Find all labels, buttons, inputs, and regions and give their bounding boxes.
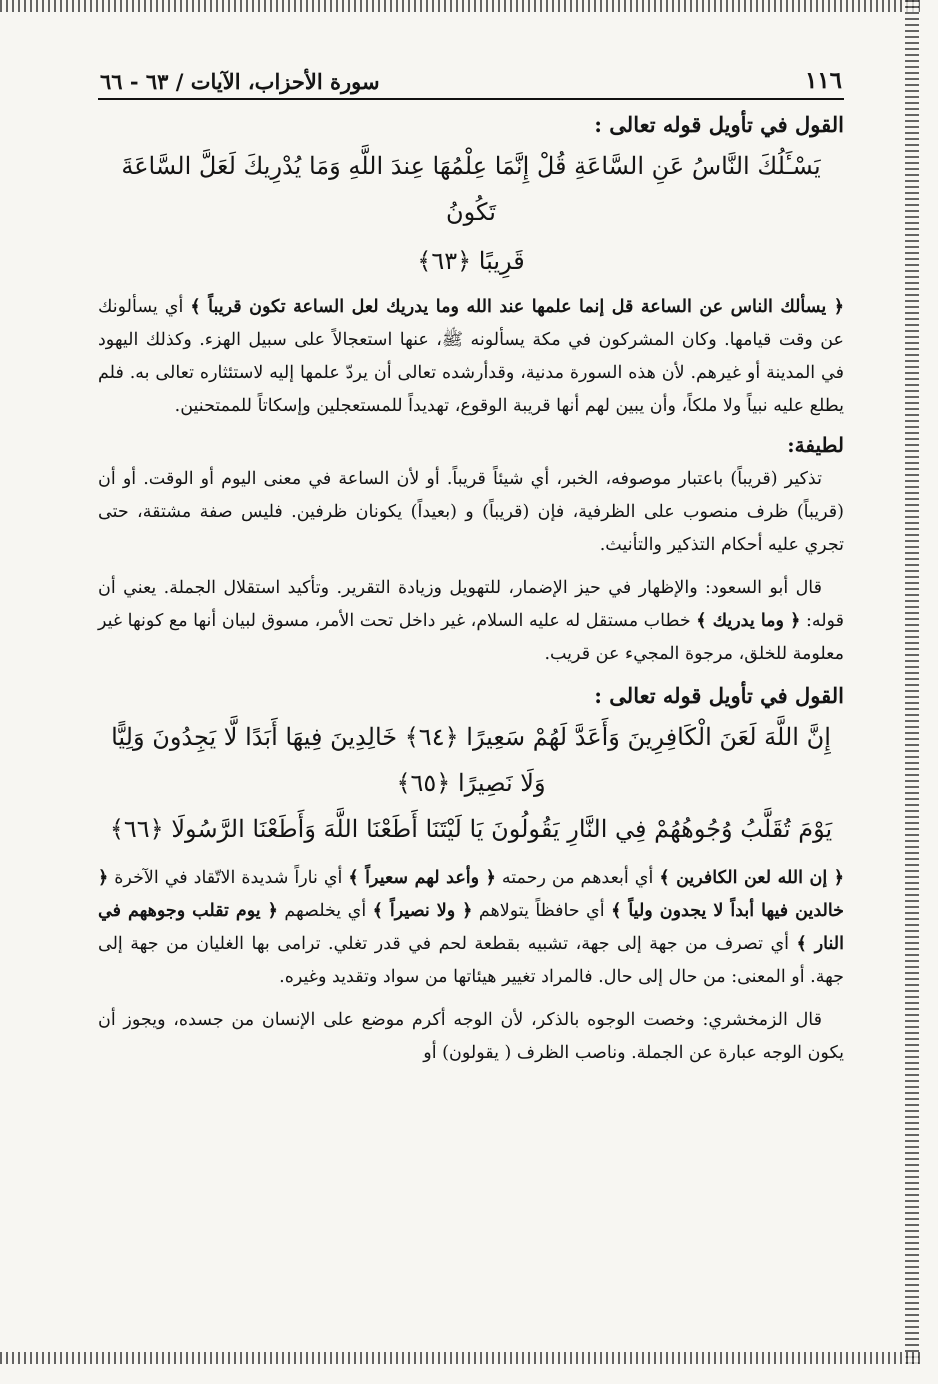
commentary-text: أي تصرف من جهة إلى جهة، تشبيه بقطعة لحم في قدر تغلي. ترامى بها الغليان من جهة إلى جهة. أو المعنى: من حال إلى حال. فالمراد تغيير هيئاتها من سواد وتقديد وغيره. — [98, 934, 844, 987]
verse-quote: ﴿ خالدين فيها أبداً لا يجدون ولياً ﴾ — [98, 868, 844, 921]
commentary-text: أي أبعدهم من رحمته — [501, 868, 654, 888]
running-title: سورة الأحزاب، الآيات / ٦٣ - ٦٦ — [100, 69, 380, 94]
commentary-paragraph — [98, 291, 844, 423]
commentary-paragraph — [98, 572, 844, 671]
commentary-text: أي يسألونك عن وقت قيامها. وكان المشركون في مكة يسألونه ﷺ، عنها استعجالاً على سبيل الهزء. وكذلك اليهود في المدينة أو غيرهم. لأن هذه السورة مدنية، وقدأرشده تعالى أن يردّ علمها إليه لاستئثاره تعالى به. فلم يطلع عليه نبياً ولا ملكاً، وأن يبين لهم أنها قريبة الوقوع، تهديداً للمستعجلين وإسكاتاً للممتحنين. — [98, 297, 844, 416]
page-border-right — [905, 0, 919, 1364]
quran-verse-line: يَوْمَ تُقَلَّبُ وُجُوهُهُمْ فِي النَّارِ يَقُولُونَ يَا لَيْتَنَا أَطَعْنَا اللَّهَ وَأَطَعْنَا الرَّسُولَا ﴿٦٦﴾ — [109, 815, 833, 843]
commentary-paragraph — [98, 862, 844, 994]
verse-quote: ﴿ وما يدريك ﴾ — [696, 611, 801, 631]
commentary-text: أي حافظاً يتولاهم — [478, 901, 605, 921]
page-number: ١١٦ — [804, 67, 842, 94]
commentary-text: قال أبو السعود: والإظهار في حيز الإضمار، للتهويل وزيادة التقرير. وتأكيد استقلال الجملة. يعني أن قوله: — [98, 578, 844, 631]
quran-verse-line: قَرِيبًا ﴿٦٣﴾ — [417, 247, 525, 275]
quran-verse-line: يَسْـَٔلُكَ النَّاسُ عَنِ السَّاعَةِ قُلْ إِنَّمَا عِلْمُهَا عِندَ اللَّهِ وَمَا يُدْرِيكَ لَعَلَّ السَّاعَةَ تَكُونُ — [121, 152, 821, 226]
commentary-paragraph: قال الزمخشري: وخصت الوجوه بالذكر، لأن الوجه أكرم موضع على الإنسان من جسده، ويجوز أن يكون الوجه عبارة عن الجملة. وناصب الظرف ( يقولون) أو — [98, 1010, 844, 1063]
commentary-text: خطاب مستقل له عليه السلام، غير داخل تحت الأمر، مسوق لبيان أنها مع كونها غير معلومة للخلق، مرجوة المجيء عن قريب. — [98, 611, 844, 664]
page-border-top — [0, 0, 920, 12]
commentary-paragraph: تذكير (قريباً) باعتبار موصوفه، الخبر، أي شيئاً قريباً. أو لأن الساعة في معنى اليوم أو الوقت. أو أن (قريباً) ظرف منصوب على الظرفية، فإن (قريباً) و (بعيداً) يكونان ظرفين. فليس صفة مشتقة، حتى تجري عليه أحكام التذكير والتأنيث. — [98, 469, 844, 555]
commentary-text: أي ناراً شديدة الاتّقاد في الآخرة — [114, 868, 343, 888]
verse-quote: ﴿ يسألك الناس عن الساعة قل إنما علمها عند الله وما يدريك لعل الساعة تكون قريباً ﴾ — [190, 297, 844, 317]
section-heading: القول في تأويل قوله تعالى : — [594, 112, 844, 137]
verse-quote: ﴿ يوم تقلب وجوههم في النار ﴾ — [98, 901, 844, 954]
quran-verse-line: إِنَّ اللَّهَ لَعَنَ الْكَافِرِينَ وَأَعَدَّ لَهُمْ سَعِيرًا ﴿٦٤﴾ خَالِدِينَ فِيهَا أَبَدًا لَّا يَجِدُونَ وَلِيًّا وَلَا نَصِيرًا ﴿٦٥﴾ — [111, 723, 831, 797]
commentary-text: أي يخلصهم — [284, 901, 367, 921]
page-border-bottom — [0, 1352, 920, 1364]
verse-quote: ﴿ وأعد لهم سعيراً ﴾ — [348, 868, 496, 888]
verse-quote: ﴿ ولا نصيراً ﴾ — [372, 901, 473, 921]
book-page — [98, 60, 844, 1080]
verse-quote: ﴿ إن الله لعن الكافرين ﴾ — [659, 868, 844, 888]
section-heading: القول في تأويل قوله تعالى : — [594, 683, 844, 708]
running-header — [98, 60, 844, 100]
subheading-latifa: لطيفة: — [787, 433, 844, 457]
